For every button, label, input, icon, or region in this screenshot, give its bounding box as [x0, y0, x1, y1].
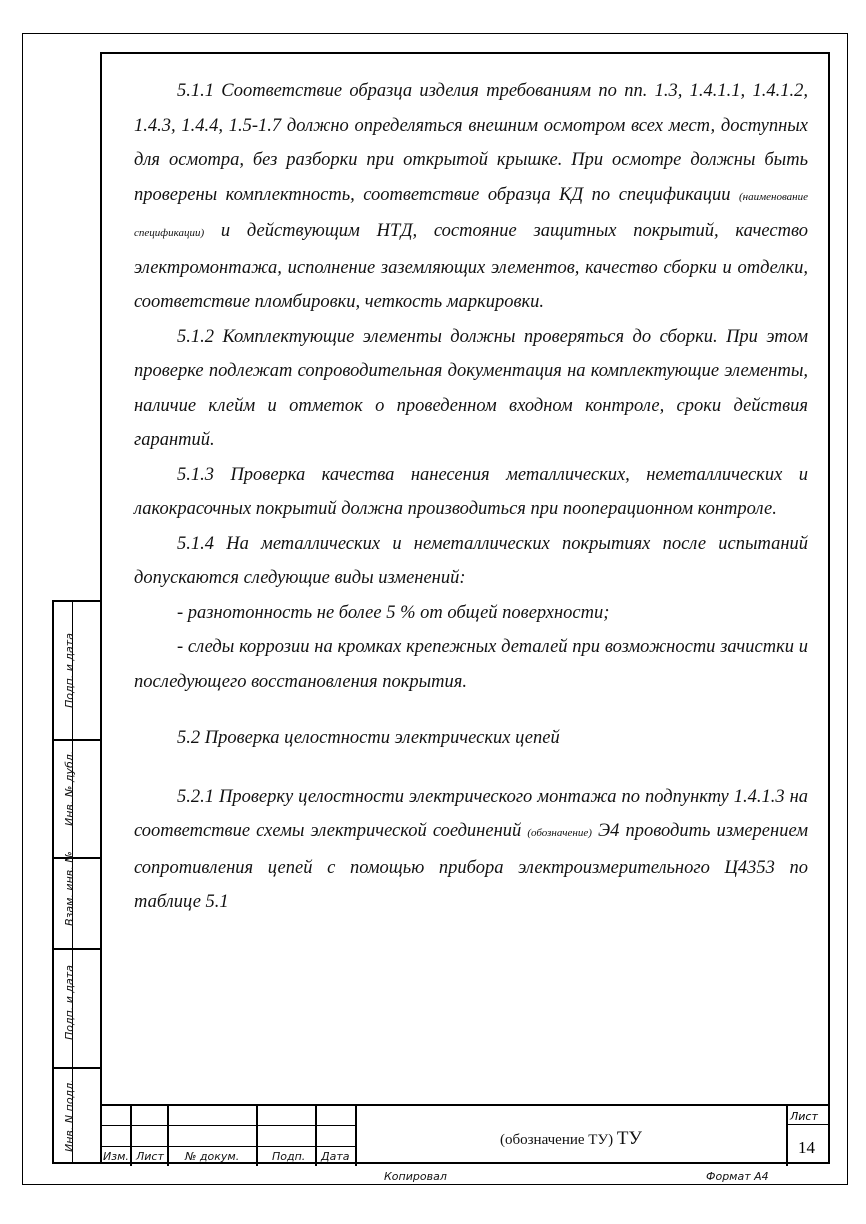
format-label: Формат А4	[706, 1170, 769, 1183]
copied-by-label: Копировал	[384, 1170, 447, 1183]
section-heading: 5.2 Проверка целостности электрических цепей	[177, 728, 560, 748]
bullet-item: - следы коррозии на кромках крепежных деталей при возможности зачистки и последующего восстановления покрытия.	[134, 637, 808, 692]
paragraph-text: 5.2.1 Проверку целостности электрического монтажа по подпункту 1.4.1.3 на соответствие схемы электрической соединений	[134, 786, 808, 841]
placeholder-note: (наименование спецификации)	[134, 190, 808, 239]
header-izm: Изм.	[103, 1150, 129, 1163]
title-block-divider	[167, 1106, 169, 1166]
strip-row-line	[54, 739, 102, 741]
paragraph-text: 5.1.1 Соответствие образца изделия требованиям по пп. 1.3, 1.4.1.1, 1.4.1.2, 1.4.3, 1.4.4, 1.5-1.7 должно определяться внешним осмотром всех мест, доступных для осмотра, без разборки при открытой крышке. При осмотре должны быть проверены комплектность, соответствие образца КД по спецификации	[134, 81, 808, 205]
spacer	[134, 756, 808, 780]
paragraph-text: и действующим НТД, состояние защитных покрытий, качество электромонтажа, исполнение заземляющих элементов, качество сборки и отделки, соответствие пломбировки, четкость маркировки.	[134, 221, 808, 312]
paragraph-5-1-2: 5.1.2 Комплектующие элементы должны проверяться до сборки. При этом проверке подлежат сопроводительная документация на комплектующие элементы, наличие клейм и отметок о проведенном входном контроле, сроки действия гарантий.	[134, 326, 808, 450]
paragraph-5-2-1	[134, 780, 808, 920]
paragraph-text: Э4 проводить измерением сопротивления цепей с помощью прибора электроизмерительного Ц4353 по таблице 5.1	[134, 821, 809, 912]
strip-row-line	[54, 1067, 102, 1069]
document-body	[134, 74, 808, 920]
title-block-divider	[355, 1106, 357, 1166]
strip-row-line	[54, 857, 102, 859]
sheet-label: Лист	[790, 1110, 818, 1123]
header-list: Лист	[136, 1150, 164, 1163]
designation-placeholder: (обозначение ТУ)	[500, 1132, 614, 1148]
sheet-number: 14	[798, 1138, 815, 1157]
title-block	[100, 1104, 830, 1164]
paragraph-5-1-3: 5.1.3 Проверка качества нанесения металлических, неметаллических и лакокрасочных покрытий должна производиться при пооперационном контроле.	[134, 464, 808, 519]
paragraph-5-1-4: 5.1.4 На металлических и неметаллических покрытиях после испытаний допускаются следующие виды изменений:	[134, 533, 808, 588]
strip-row-line	[54, 948, 102, 950]
header-date: Дата	[321, 1150, 350, 1163]
header-signature: Подп.	[272, 1150, 306, 1163]
bullet-item: - разнотонность не более 5 % от общей поверхности;	[177, 602, 610, 623]
placeholder-note: (обозначение)	[527, 827, 592, 839]
title-block-divider	[130, 1106, 132, 1166]
paragraph-5-1-1	[134, 74, 808, 320]
title-block-row	[100, 1146, 355, 1147]
left-signature-strip: Подп. и дата Инв. № дубл. Взам. инв. № Подп. и дата Инв. N подл.	[52, 600, 100, 1164]
title-block-divider	[786, 1106, 788, 1166]
spacer	[134, 699, 808, 721]
document-designation	[500, 1128, 642, 1150]
sheet-divider	[786, 1124, 830, 1125]
title-block-row	[100, 1125, 355, 1126]
title-block-divider	[256, 1106, 258, 1166]
title-block-divider	[315, 1106, 317, 1166]
header-doc-number: № докум.	[185, 1150, 240, 1163]
designation-code: ТУ	[616, 1128, 642, 1149]
